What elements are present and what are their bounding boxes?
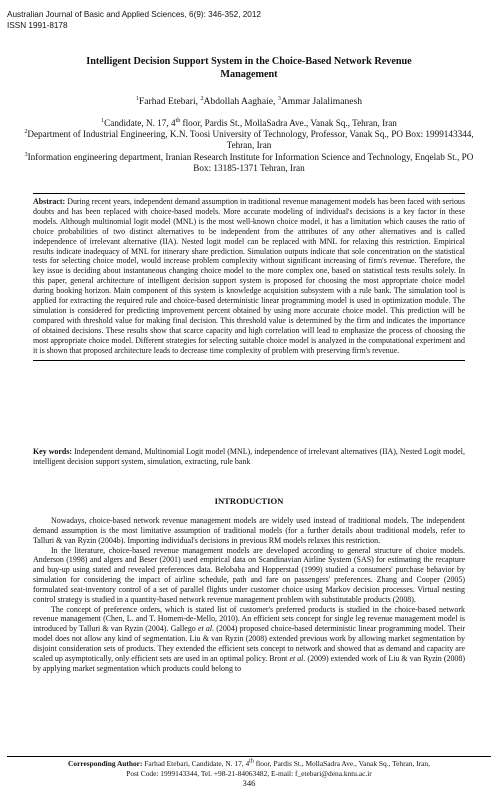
paragraph-3-part-c: (2009) extended work of Liu & van Ryzin (2008) by applying market segmentation which products could belong to	[33, 653, 465, 673]
keywords	[33, 447, 465, 467]
affiliation-2-text: Department of Industrial Engineering, K.N. Toosi University of Technology, Professor, Vanak Sq., PO Box: 1999143344, Tehran, Iran	[27, 129, 474, 151]
affiliations	[24, 118, 474, 174]
journal-issn: ISSN 1991-8178	[7, 21, 68, 30]
author-2-sup: 2	[200, 95, 204, 102]
paragraph-3-part-b: (2004) proposed choice-based deterministic linear programming model. Their model does not allow any kind of segmentation. Liu & van Ryzin (2008) extended previous work by allowing market segmentation by disjoint consideration sets of products. They extended the efficient sets concept to network and showed that as demand and capacity are scaled up asymptotically, only efficient sets are used in an optimal policy. Bront	[33, 624, 465, 663]
affiliation-3-text: Information engineering department, Iranian Research Institute for Information Science and Technology, Enqelab St., PO Box: 13185-1371 Tehran, Iran	[27, 151, 474, 173]
paragraph-3	[33, 605, 465, 674]
section-heading-introduction: INTRODUCTION	[214, 496, 284, 506]
footer-text-b: floor, Pardis St., MollaSadra Ave., Vanak Sq., Tehran, Iran,	[253, 759, 430, 768]
author-3-name: Ammar Jalalimanesh	[280, 96, 363, 107]
abstract-box	[33, 193, 465, 361]
affiliation-2	[24, 129, 474, 151]
abstract-text: During recent years, independent demand assumption in traditional revenue management models has been faced with serious doubts and has been replaced with choice-based models. More accurate modeling of individual's decisions is a key factor in these models. Although multinomial logit model (MNL) is the most well-known choice model, it has a limitation which causes the ratio of choice probabilities of two distinct alternatives to be independent from the attributes of any other alternatives and is called independence of irrelevant alternative (IIA). Nested logit model can be replaced with MNL for relaxing this restriction. Empirical results indicate inadequacy of MNL for itinerary share prediction. Simulation outputs indicate that sole concentration on the statistical tests for selecting choice model, would increase problem complexity without significant increasing of firm's revenue. Therefore, the key issue is deciding about instantaneous changing choice model to the more complex one, based on statistical tests results solely. In this paper, general architecture of intelligent decision support system is proposed for choosing the most appropriate choice model during booking horizon. Main component of this system is knowledge acquisition subsystem with a rule bank. The simulation tool is applied for extracting the required rule and choice-based deterministic linear programming model is used in optimization module. The simulation is considered for predicting improvement percent obtained by using more accurate choice model. This prediction will be compared with threshold value for making final decision. This threshold value is determined by the firm and indicates the importance of obtained decisions. These results show that scarce capacity and high correlation will lead to emphasize the process of choosing the most appropriate choice model. Different strategies for selecting suitable choice model is analyzed in the computational experiment and it is shown that proposed architecture leads to decrease time complexity of problem with preserving firm's revenue.	[33, 197, 465, 355]
footer-line-1	[12, 759, 486, 769]
paragraph-3-etal-2: et al.	[289, 653, 306, 663]
affiliation-1-text-b: floor, Pardis St., MollaSadra Ave., Vanak Sq., Tehran, Iran	[180, 118, 397, 128]
author-3-sup: 3	[277, 95, 281, 102]
journal-citation: Australian Journal of Basic and Applied Sciences, 6(9): 346-352, 2012	[7, 10, 261, 19]
author-2-name: Abdollah Aaghaie,	[203, 96, 278, 107]
paragraph-3-etal-1: et al.	[197, 624, 215, 634]
footer-label: Corresponding Author:	[68, 759, 143, 768]
abstract-label: Abstract:	[33, 197, 66, 206]
affiliation-1-sup: 1	[101, 117, 105, 124]
page-number: 346	[242, 778, 256, 788]
journal-header	[7, 9, 261, 31]
paragraph-1: Nowadays, choice-based network revenue management models are widely used instead of traditional models. The independent demand assumption is the most limitative assumption of traditional models (for a further details about traditional models, refer to Talluri & van Ryzin (2004b). Importing individual's decisions in previous RM models relaxes this restriction.	[33, 516, 465, 545]
affiliation-2-sup: 2	[24, 129, 28, 136]
footer-th: th	[249, 758, 254, 765]
paper-title	[40, 55, 458, 81]
author-1-name: Farhad Etebari,	[138, 96, 201, 107]
body-text	[33, 516, 465, 674]
footer-divider	[7, 756, 491, 757]
author-1-sup: 1	[135, 95, 139, 102]
footer-line-2: Post Code: 1999143344, Tel. +98-21-84063482, E-mail: f_etebari@dena.kntu.ac.ir	[126, 768, 372, 778]
keywords-label: Key words:	[33, 447, 73, 456]
author-list	[0, 96, 498, 107]
title-line-2: Management	[220, 69, 278, 80]
affiliation-3-sup: 3	[24, 151, 28, 158]
footer-text-a: Farhad Etebari, Candidate, N. 17, 4	[142, 759, 250, 768]
keywords-text: Independent demand, Multinomial Logit model (MNL), independence of irrelevant alternatives (IIA), Nested Logit model, intelligent decision support system, simulation, extracting, rule bank	[33, 447, 465, 466]
affiliation-3	[24, 152, 474, 174]
paragraph-2: In the literature, choice-based revenue management models are developed according to general structure of choice models. Anderson (1998) and algers and Beser (2001) used empirical data on Scandinavian Airline System (SAS) for estimating the recapture and buy-up using stated and revealed preferences data. Belobaba and Hopperstad (1999) studied a consumers' purchase behavior by simulation for considering the impact of airline schedule, path and fare on passengers' preferences. Zhang and Cooper (2005) formulated seat-inventory control of a set of parallel flights under customer choice using Markov decision processes. Virtual nesting control strategy is studied in a quantity-based network revenue management problem with substitutable products (2008).	[33, 545, 465, 604]
affiliation-1-th: th	[175, 117, 181, 124]
paragraph-3-part-a: The concept of preference orders, which is stated list of customer's preferred products is studied in the choice-based network revenue management (Chen, L. and T. Homem-de-Mello, 2010). An efficient sets concept for single leg revenue management model is introduced by Talluri & van Ryzin (2004). Gallego	[33, 604, 465, 634]
affiliation-1	[24, 118, 474, 129]
affiliation-1-text-a: Candidate, N. 17, 4	[104, 118, 176, 128]
title-line-1: Intelligent Decision Support System in the Choice-Based Network Revenue	[86, 56, 412, 67]
corresponding-author-footer	[12, 759, 486, 778]
